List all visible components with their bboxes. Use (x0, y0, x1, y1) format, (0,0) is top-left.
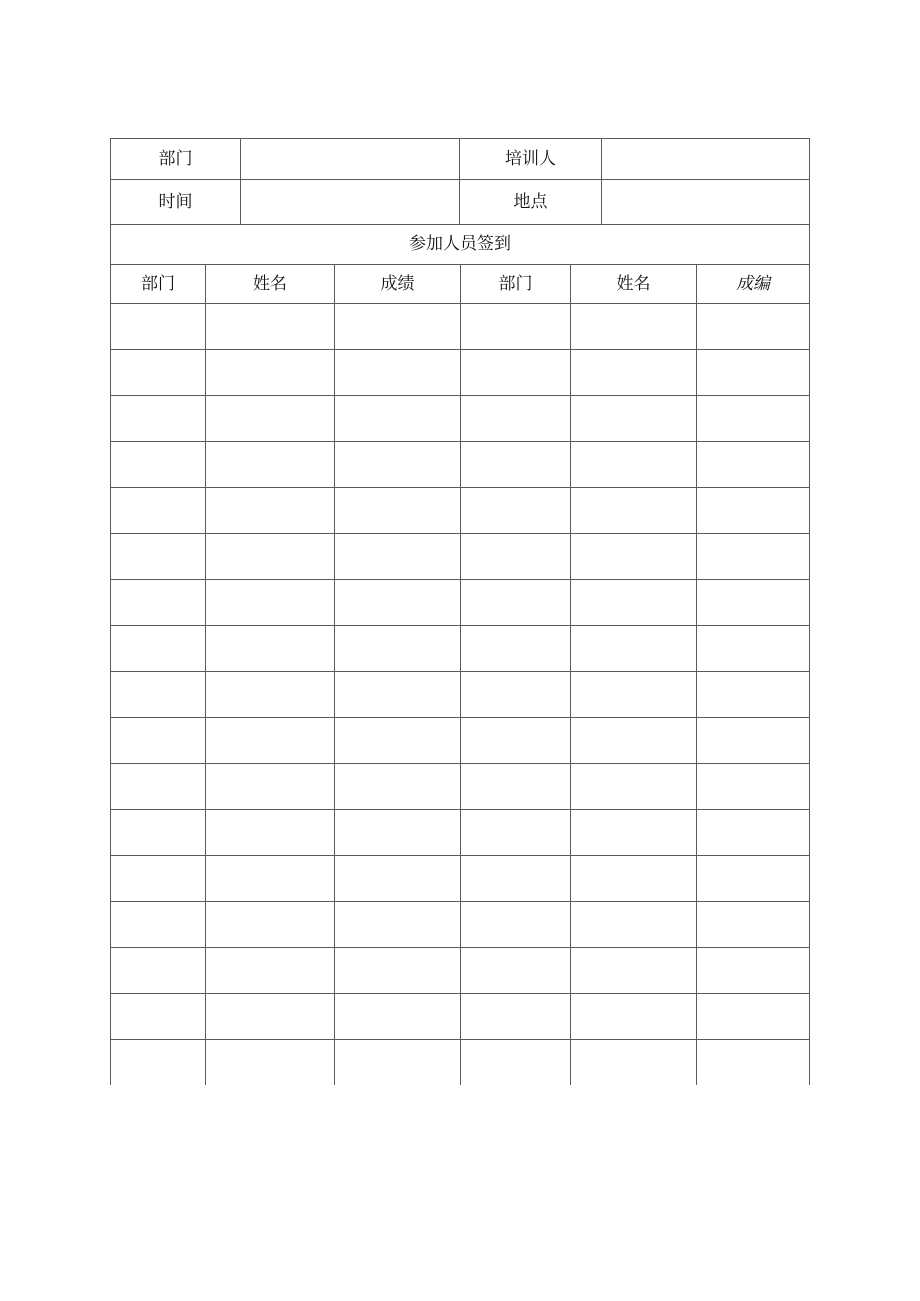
department-cell[interactable] (461, 902, 571, 948)
score-cell[interactable] (335, 488, 461, 534)
name-cell[interactable] (206, 672, 335, 718)
info-row-time-location (111, 180, 810, 225)
score-cell[interactable] (697, 810, 810, 856)
score-cell[interactable] (335, 442, 461, 488)
table-row (111, 442, 810, 488)
name-cell[interactable] (571, 948, 697, 994)
department-cell[interactable] (111, 948, 206, 994)
score-cell[interactable] (335, 856, 461, 902)
table-row (111, 580, 810, 626)
score-cell[interactable] (335, 304, 461, 350)
score-cell[interactable] (697, 488, 810, 534)
score-cell[interactable] (335, 810, 461, 856)
name-cell[interactable] (206, 580, 335, 626)
signin-rows (111, 304, 810, 1086)
info-row-department-trainer (111, 139, 810, 180)
name-cell[interactable] (571, 1040, 697, 1086)
table-row (111, 488, 810, 534)
name-cell[interactable] (571, 672, 697, 718)
score-cell[interactable] (697, 534, 810, 580)
score-cell[interactable] (697, 304, 810, 350)
name-cell[interactable] (206, 856, 335, 902)
name-cell[interactable] (206, 442, 335, 488)
name-cell[interactable] (571, 718, 697, 764)
score-cell[interactable] (335, 672, 461, 718)
name-cell[interactable] (206, 1040, 335, 1086)
score-cell[interactable] (335, 718, 461, 764)
score-cell[interactable] (335, 350, 461, 396)
table-row (111, 764, 810, 810)
table-row (111, 626, 810, 672)
name-cell[interactable] (571, 902, 697, 948)
name-cell[interactable] (571, 488, 697, 534)
name-cell[interactable] (206, 810, 335, 856)
name-cell[interactable] (206, 534, 335, 580)
department-cell[interactable] (111, 718, 206, 764)
department-cell[interactable] (461, 672, 571, 718)
name-cell[interactable] (571, 810, 697, 856)
column-header-department-1: 部门 (111, 265, 206, 304)
column-header-name-1: 姓名 (206, 265, 335, 304)
column-header-row (111, 265, 810, 304)
score-cell[interactable] (335, 626, 461, 672)
table-row (111, 994, 810, 1040)
department-cell[interactable] (111, 626, 206, 672)
score-cell[interactable] (697, 856, 810, 902)
score-cell[interactable] (335, 948, 461, 994)
name-cell[interactable] (571, 442, 697, 488)
department-cell[interactable] (111, 304, 206, 350)
table-row (111, 948, 810, 994)
department-cell[interactable] (111, 856, 206, 902)
column-header-score-2: 成编 (697, 265, 810, 304)
score-cell[interactable] (697, 580, 810, 626)
name-cell[interactable] (206, 304, 335, 350)
column-header-name-2: 姓名 (571, 265, 697, 304)
signin-title: 参加人员签到 (111, 225, 810, 265)
name-cell[interactable] (571, 994, 697, 1040)
trainer-label: 培训人 (460, 139, 602, 180)
score-cell[interactable] (697, 1040, 810, 1086)
table-row (111, 350, 810, 396)
location-label: 地点 (460, 180, 602, 225)
score-cell[interactable] (335, 764, 461, 810)
name-cell[interactable] (206, 626, 335, 672)
location-field[interactable] (602, 180, 810, 225)
name-cell[interactable] (206, 396, 335, 442)
signin-table (110, 224, 810, 1085)
score-cell[interactable] (697, 626, 810, 672)
name-cell[interactable] (571, 856, 697, 902)
table-row (111, 396, 810, 442)
name-cell[interactable] (206, 994, 335, 1040)
name-cell[interactable] (206, 948, 335, 994)
department-label: 部门 (111, 139, 241, 180)
score-cell[interactable] (697, 350, 810, 396)
score-cell[interactable] (335, 396, 461, 442)
department-cell[interactable] (461, 810, 571, 856)
score-cell[interactable] (335, 994, 461, 1040)
department-field[interactable] (241, 139, 460, 180)
department-cell[interactable] (461, 396, 571, 442)
training-signin-sheet (110, 138, 809, 1085)
table-row (111, 810, 810, 856)
score-cell[interactable] (697, 902, 810, 948)
name-cell[interactable] (571, 764, 697, 810)
name-cell[interactable] (206, 488, 335, 534)
column-header-score-1: 成绩 (335, 265, 461, 304)
department-cell[interactable] (461, 994, 571, 1040)
name-cell[interactable] (206, 764, 335, 810)
department-cell[interactable] (461, 580, 571, 626)
score-cell[interactable] (335, 902, 461, 948)
department-cell[interactable] (111, 396, 206, 442)
name-cell[interactable] (571, 350, 697, 396)
score-cell[interactable] (335, 580, 461, 626)
score-cell[interactable] (697, 948, 810, 994)
score-cell[interactable] (697, 672, 810, 718)
score-cell[interactable] (697, 764, 810, 810)
department-cell[interactable] (461, 442, 571, 488)
name-cell[interactable] (206, 718, 335, 764)
score-cell[interactable] (697, 396, 810, 442)
department-cell[interactable] (461, 718, 571, 764)
department-cell[interactable] (111, 488, 206, 534)
name-cell[interactable] (571, 534, 697, 580)
training-info-table (110, 138, 810, 225)
department-cell[interactable] (461, 534, 571, 580)
table-row (111, 1040, 810, 1086)
department-cell[interactable] (461, 948, 571, 994)
name-cell[interactable] (571, 396, 697, 442)
score-cell[interactable] (335, 1040, 461, 1086)
department-cell[interactable] (111, 672, 206, 718)
signin-title-row (111, 225, 810, 265)
time-field[interactable] (241, 180, 460, 225)
table-row (111, 672, 810, 718)
name-cell[interactable] (571, 626, 697, 672)
trainer-field[interactable] (602, 139, 810, 180)
department-cell[interactable] (461, 856, 571, 902)
name-cell[interactable] (206, 350, 335, 396)
name-cell[interactable] (571, 580, 697, 626)
table-row (111, 902, 810, 948)
department-cell[interactable] (111, 442, 206, 488)
table-row (111, 856, 810, 902)
department-cell[interactable] (111, 350, 206, 396)
table-row (111, 534, 810, 580)
time-label: 时间 (111, 180, 241, 225)
department-cell[interactable] (111, 764, 206, 810)
department-cell[interactable] (461, 764, 571, 810)
department-cell[interactable] (461, 626, 571, 672)
score-cell[interactable] (697, 442, 810, 488)
department-cell[interactable] (461, 304, 571, 350)
table-row (111, 718, 810, 764)
department-cell[interactable] (461, 1040, 571, 1086)
department-cell[interactable] (111, 580, 206, 626)
department-cell[interactable] (461, 350, 571, 396)
department-cell[interactable] (111, 534, 206, 580)
department-cell[interactable] (111, 994, 206, 1040)
column-header-department-2: 部门 (461, 265, 571, 304)
department-cell[interactable] (111, 1040, 206, 1086)
name-cell[interactable] (571, 304, 697, 350)
department-cell[interactable] (461, 488, 571, 534)
table-row (111, 304, 810, 350)
department-cell[interactable] (111, 810, 206, 856)
name-cell[interactable] (206, 902, 335, 948)
score-cell[interactable] (697, 718, 810, 764)
score-cell[interactable] (697, 994, 810, 1040)
department-cell[interactable] (111, 902, 206, 948)
score-cell[interactable] (335, 534, 461, 580)
